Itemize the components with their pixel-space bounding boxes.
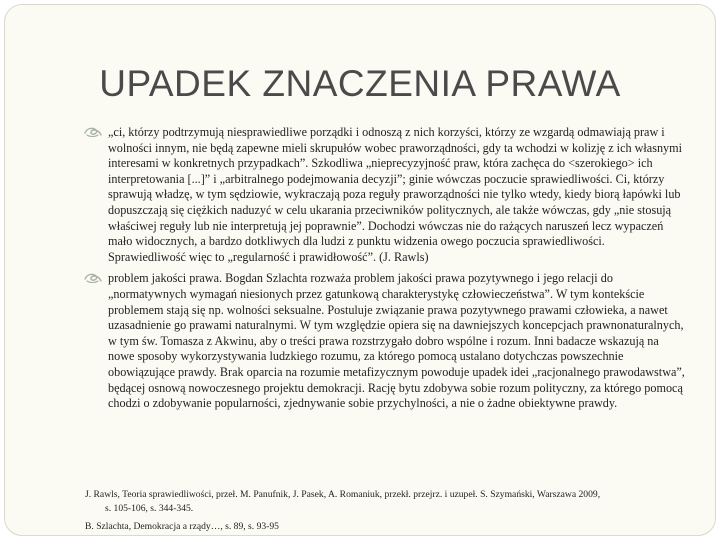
bullet-text: problem jakości prawa. Bogdan Szlachta rozważa problem jakości prawa pozytywnego i jego relacji do „normatywnych wymagań niesionych przez gatunkową charakterystykę człowieczeństwa”. W tym kontekście problemem stają się np. wolności seksualne. Postuluje związanie prawa pozytywnego prawami człowieka, a nawet uzasadnienie go prawami naturalnymi. W tym względzie opiera się na dawniejszych koncepcjach prawnonaturalnych, w tym św. Tomasza z Akwinu, aby o treści prawa rozstrzygało dobro wspólne i rozum. Inni badacze wskazują na nowe sposoby wykorzystywania ludzkiego rozumu, za którego pomocą ustalano dotychczas powszechnie obowiązujące prawdy. Brak oparcia na rozumie metafizycznym powoduje upadek idei „racjonalnego prawodawstwa”, będącej osnową nowoczesnego projektu demokracji. Rację bytu zdobywa sobie rozum polityczny, za którego pomocą chodzi o zdobywanie popularności, zjednywanie sobie przychylności, a nie o żadne obiektywne prawdy. — [108, 271, 685, 411]
reference-line-continued: s. 105-106, s. 344-345. — [105, 503, 194, 514]
bullet-item — [79, 125, 685, 265]
slide-content — [79, 125, 685, 418]
swirl-bullet-icon — [84, 272, 102, 284]
slide-title: UPADEK ZNACZENIA PRAWA — [99, 63, 621, 104]
reference-line: J. Rawls, Teoria sprawiedliwości, przeł. M. Panufnik, J. Pasek, A. Romaniuk, przekł. przejrz. i uzupeł. S. Szymański, Warszawa 2009, — [85, 489, 601, 500]
reference-item — [85, 520, 685, 534]
bullet-text: „ci, którzy podtrzymują niesprawiedliwe porządki i odnoszą z nich korzyści, którzy ze wzgardą odmawiają praw i wolności innym, nie będą zapewne mieli skrupułów wobec praworządności, gdy ta wchodzi w kolizję z ich własnymi interesami w konkretnych przypadkach”. Szkodliwa „nieprecyzyjność praw, która zachęca do <szerokiego> ich interpretowania [...]” i „arbitralnego podejmowania decyzji”; ginie wówczas poczucie sprawiedliwości. Ci, którzy sprawują władzę, w tym sędziowie, wykraczają poza reguły praworządności nie tylko wtedy, kiedy biorą łapówki lub dopuszczają się ciężkich naduzyć w celu ukarania przeciwników politycznych, ale także wówczas, gdy „nie stosują właściwej reguły lub nie interpretują jej poprawnie”. Dochodzi wówczas nie do rażących naruszeń lecz wypaczeń mało widocznych, a bardzo dotkliwych dla ludzi z punktu widzenia owego poczucia sprawiedliwości. Sprawiedliwość więc to „regularność i prawidłowość”. (J. Rawls) — [108, 125, 683, 264]
swirl-bullet-icon — [84, 126, 102, 138]
slide — [4, 4, 716, 536]
reference-item — [85, 488, 685, 516]
references — [85, 488, 685, 538]
reference-line: B. Szlachta, Demokracja a rządy…, s. 89, s. 93-95 — [85, 521, 279, 532]
bullet-item — [79, 271, 685, 411]
